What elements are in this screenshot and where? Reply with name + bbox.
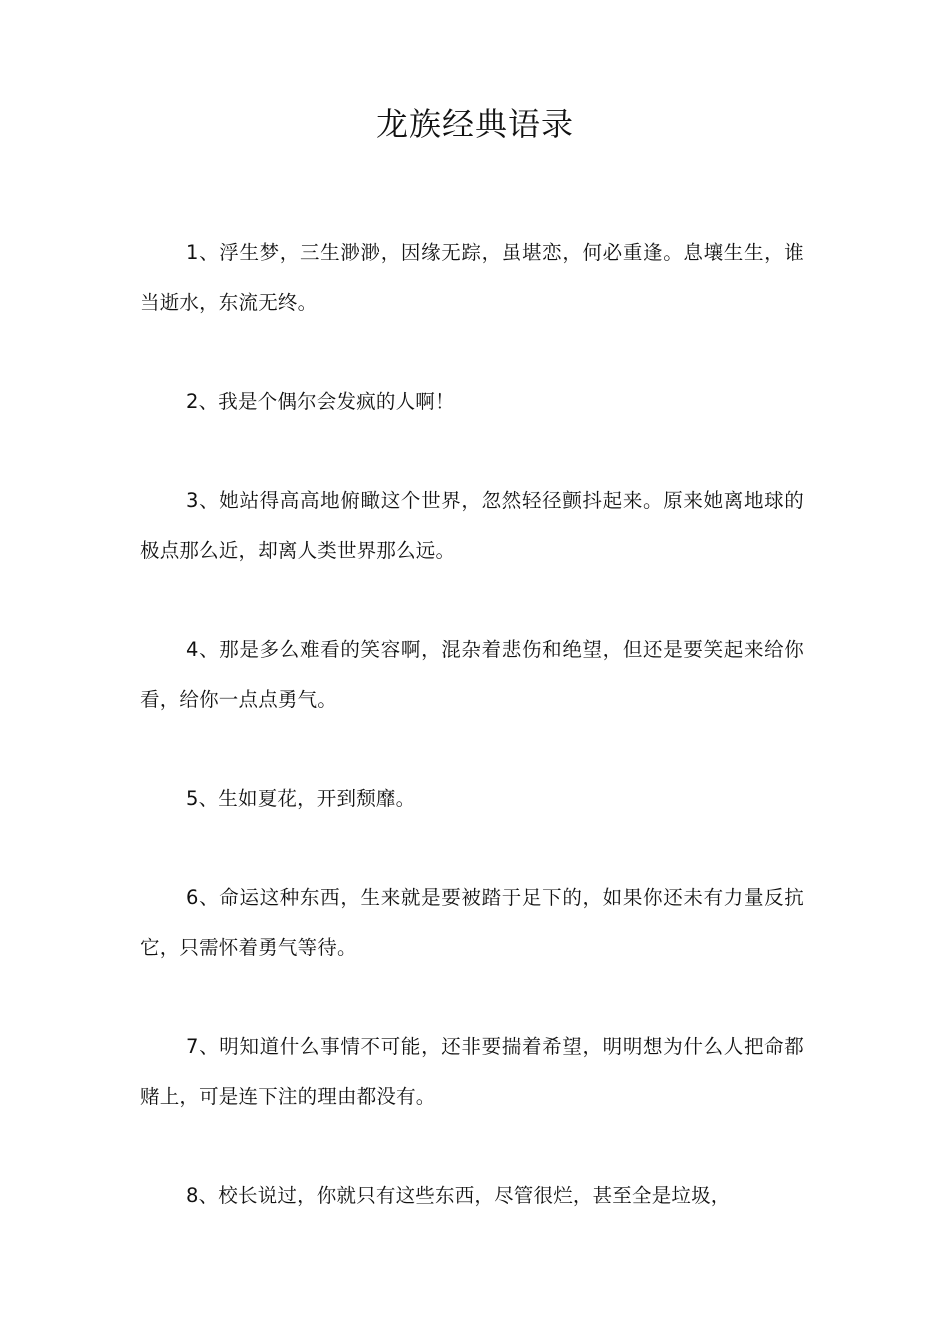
quote-paragraph-7: 7、明知道什么事情不可能，还非要揣着希望，明明想为什么人把命都赌上，可是连下注的理由都没有。 [140,1035,804,1108]
quote-paragraph-1: 1、浮生梦，三生渺渺，因缘无踪，虽堪恋，何必重逢。息壤生生，谁当逝水，东流无终。 [140,241,804,314]
document-title: 龙族经典语录 [375,105,574,143]
quote-list [140,228,804,1270]
quote-paragraph-4: 4、那是多么难看的笑容啊，混杂着悲伤和绝望，但还是要笑起来给你看，给你一点点勇气。 [140,638,804,711]
quote-paragraph-3: 3、她站得高高地俯瞰这个世界，忽然轻径颤抖起来。原来她离地球的极点那么近，却离人类世界那么远。 [140,489,804,562]
quote-paragraph-6: 6、命运这种东西，生来就是要被踏于足下的，如果你还未有力量反抗它，只需怀着勇气等待。 [140,886,804,959]
quote-paragraph-2: 2、我是个偶尔会发疯的人啊！ [186,390,455,413]
quote-paragraph-5: 5、生如夏花，开到颓靡。 [186,787,416,810]
quote-paragraph-8: 8、校长说过，你就只有这些东西，尽管很烂，甚至全是垃圾， [186,1184,731,1207]
